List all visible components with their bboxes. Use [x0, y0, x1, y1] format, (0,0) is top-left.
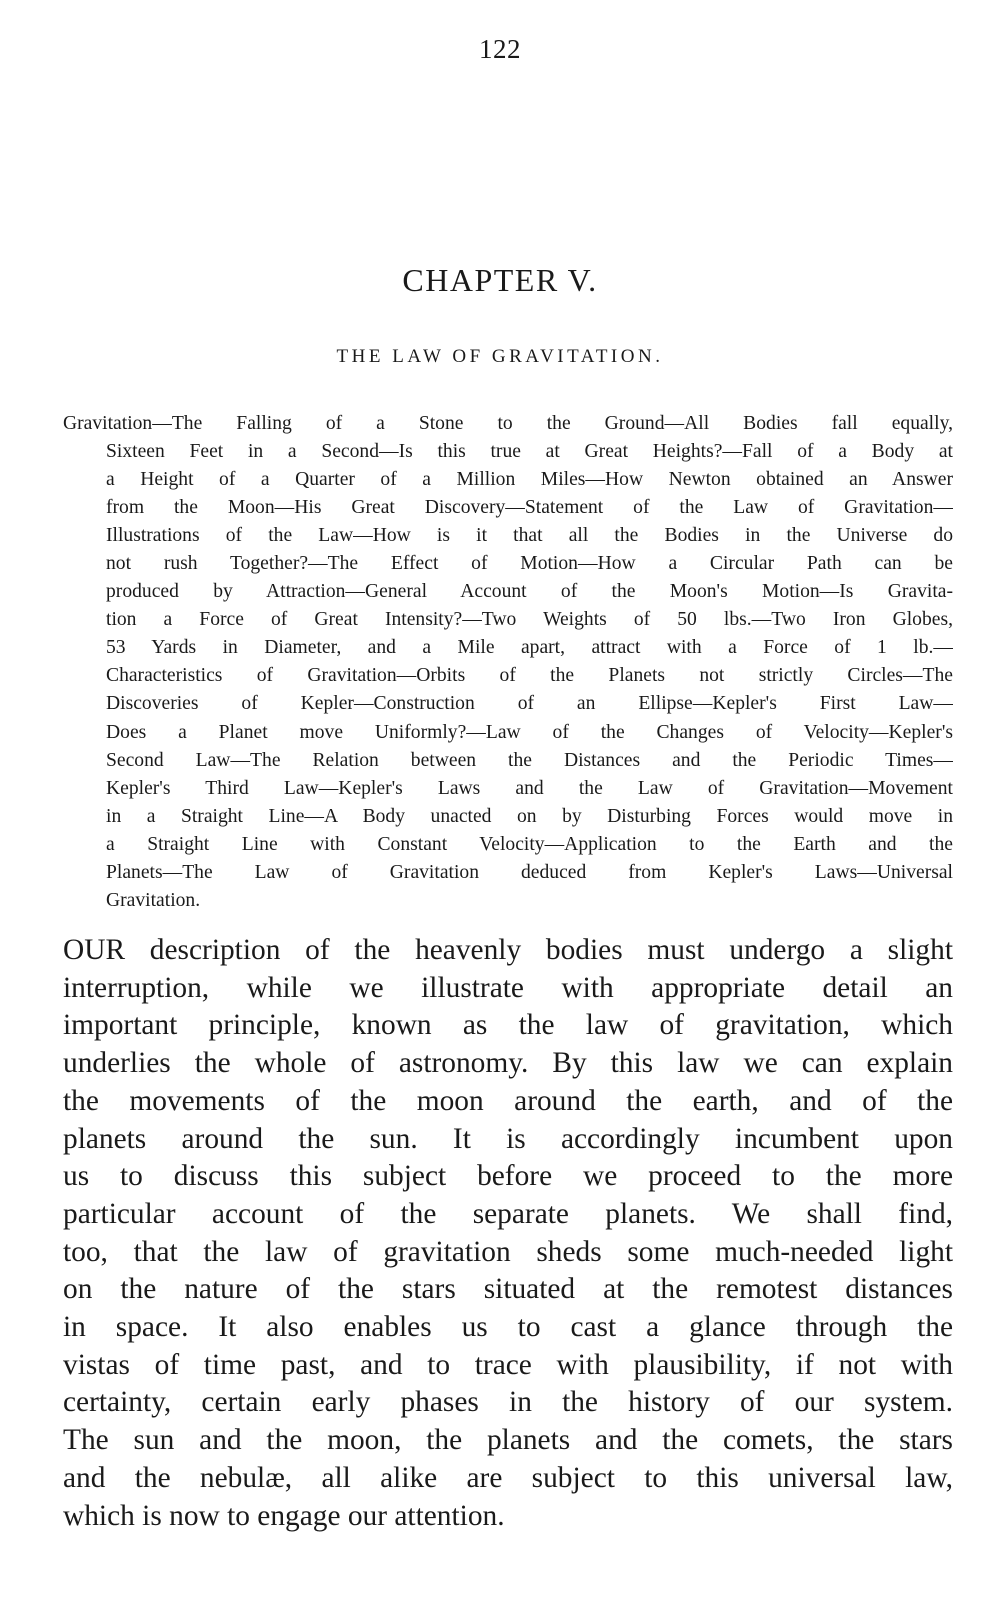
- chapter-title: CHAPTER V.: [402, 262, 598, 298]
- synopsis-line: tion a Force of Great Intensity?—Two Weights of 50 lbs.—Two Iron Globes,: [106, 609, 953, 631]
- body-line: us to discuss this subject before we proceed to the more: [63, 1160, 953, 1193]
- synopsis-line: a Straight Line with Constant Velocity—Application to the Earth and the: [106, 833, 953, 855]
- body-line: and the nebulæ, all alike are subject to this universal law,: [63, 1461, 953, 1494]
- synopsis-line: Kepler's Third Law—Kepler's Laws and the Law of Gravitation—Movement: [106, 777, 953, 799]
- body-line: which is now to engage our attention.: [63, 1499, 505, 1532]
- synopsis-line: not rush Together?—The Effect of Motion—How a Circular Path can be: [106, 553, 953, 575]
- synopsis-line: Gravitation—The Falling of a Stone to the Ground—All Bodies fall equally,: [63, 413, 953, 434]
- page-number: 122: [479, 34, 521, 64]
- chapter-synopsis: [63, 410, 953, 915]
- synopsis-line: Discoveries of Kepler—Construction of an Ellipse—Kepler's First Law—: [106, 693, 953, 715]
- synopsis-line: Sixteen Feet in a Second—Is this true at Great Heights?—Fall of a Body at: [106, 441, 953, 463]
- body-line: underlies the whole of astronomy. By this law we can explain: [63, 1047, 953, 1080]
- synopsis-line: a Height of a Quarter of a Million Miles—How Newton obtained an Answer: [106, 469, 953, 491]
- synopsis-line: Illustrations of the Law—How is it that all the Bodies in the Universe do: [106, 525, 953, 547]
- body-line: OUR description of the heavenly bodies must undergo a slight: [63, 934, 953, 966]
- body-line: the movements of the moon around the earth, and of the: [63, 1084, 953, 1117]
- synopsis-line: Characteristics of Gravitation—Orbits of the Planets not strictly Circles—The: [106, 665, 953, 687]
- synopsis-line: Does a Planet move Uniformly?—Law of the Changes of Velocity—Kepler's: [106, 721, 953, 743]
- synopsis-line: in a Straight Line—A Body unacted on by Disturbing Forces would move in: [106, 805, 953, 827]
- synopsis-line: Planets—The Law of Gravitation deduced from Kepler's Laws—Universal: [106, 861, 953, 883]
- body-line: in space. It also enables us to cast a glance through the: [63, 1311, 953, 1344]
- body-line: The sun and the moon, the planets and the comets, the stars: [63, 1424, 953, 1457]
- chapter-subtitle: THE LAW OF GRAVITATION.: [336, 346, 664, 367]
- body-line: certainty, certain early phases in the history of our system.: [63, 1386, 953, 1419]
- body-line: important principle, known as the law of gravitation, which: [63, 1009, 953, 1042]
- body-line: too, that the law of gravitation sheds some much-needed light: [63, 1235, 953, 1268]
- body-line: particular account of the separate planets. We shall find,: [63, 1197, 953, 1230]
- body-line: interruption, while we illustrate with appropriate detail an: [63, 971, 953, 1004]
- synopsis-line: produced by Attraction—General Account of the Moon's Motion—Is Gravita-: [106, 581, 953, 603]
- synopsis-line: from the Moon—His Great Discovery—Statement of the Law of Gravitation—: [106, 497, 953, 519]
- synopsis-line: Gravitation.: [106, 889, 201, 911]
- body-paragraph: [63, 932, 953, 1535]
- body-line: vistas of time past, and to trace with plausibility, if not with: [63, 1348, 953, 1381]
- body-line: on the nature of the stars situated at the remotest distances: [63, 1273, 953, 1306]
- body-line: planets around the sun. It is accordingly incumbent upon: [63, 1122, 953, 1155]
- synopsis-line: Second Law—The Relation between the Distances and the Periodic Times—: [106, 749, 953, 771]
- synopsis-line: 53 Yards in Diameter, and a Mile apart, attract with a Force of 1 lb.—: [106, 637, 953, 659]
